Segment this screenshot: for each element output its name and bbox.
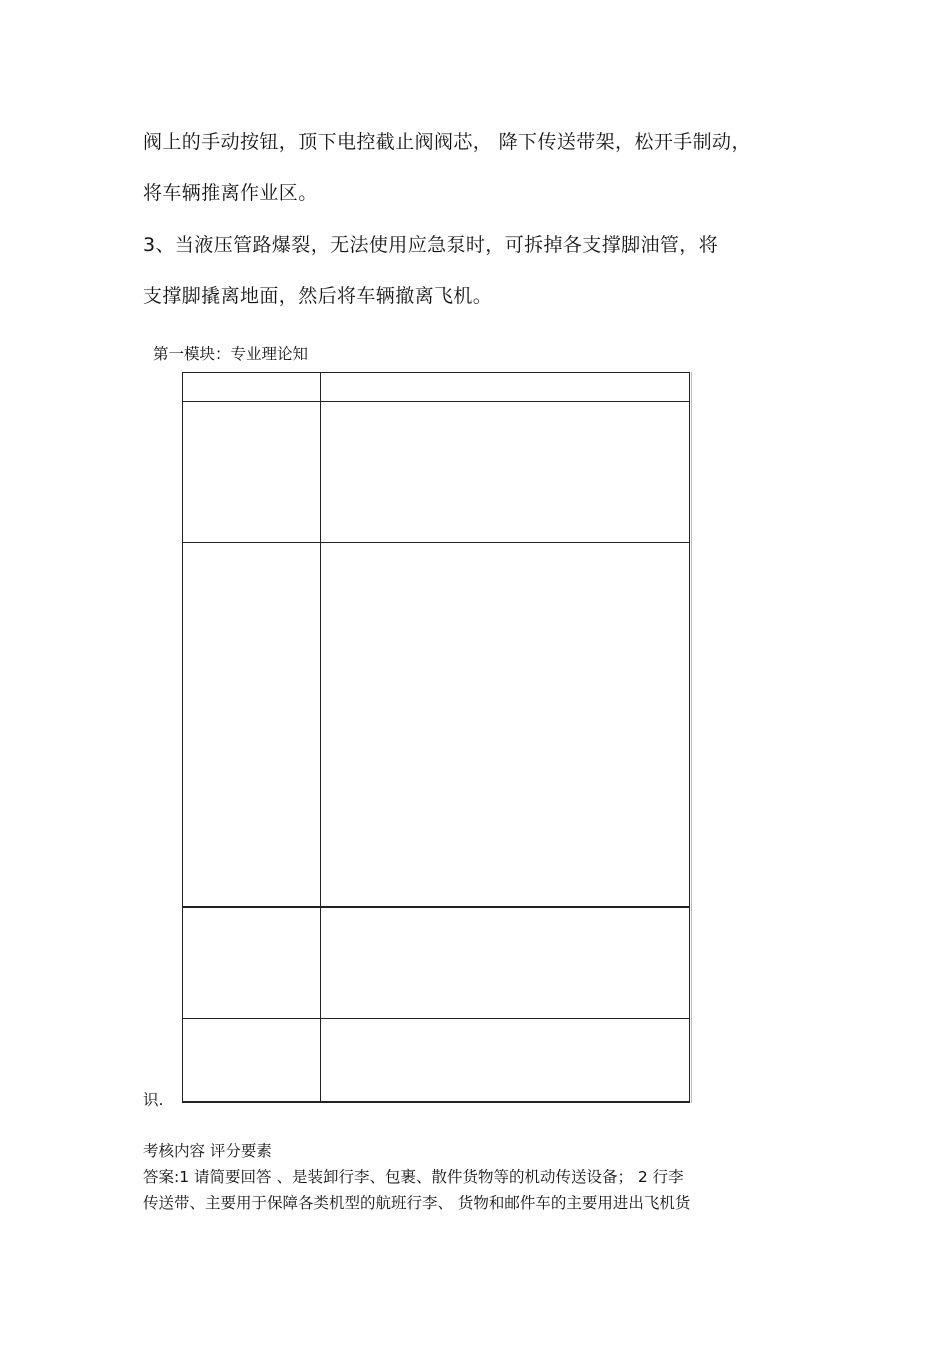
answer-line-1: 答案:1 请简要回答 、是装卸行李、包裹、散件货物等的机动传送设备； 2 行李 bbox=[143, 1168, 684, 1186]
table-right-edge bbox=[691, 372, 692, 1103]
table-row-divider bbox=[183, 542, 689, 543]
footer-header-line: 考核内容 评分要素 bbox=[143, 1142, 272, 1160]
table-row-divider bbox=[183, 401, 689, 402]
paragraph-line-1: 阀上的手动按钮，顶下电控截止阀阀芯， 降下传送带架，松开手制动， bbox=[143, 131, 751, 153]
paragraph-line-2: 将车辆推离作业区。 bbox=[143, 182, 318, 204]
table-row-divider bbox=[183, 1018, 689, 1019]
module-title-suffix: 识. bbox=[143, 1091, 164, 1109]
table-column-divider bbox=[320, 373, 321, 1101]
paragraph-line-3: 3、当液压管路爆裂，无法使用应急泵时，可拆掉各支撑脚油管，将 bbox=[143, 234, 719, 256]
module-title: 第一模块：专业理论知 bbox=[153, 345, 309, 363]
answer-line-2: 传送带、主要用于保障各类机型的航班行李、 货物和邮件车的主要用进出飞机货 bbox=[143, 1194, 691, 1212]
table-row-divider bbox=[183, 906, 689, 908]
paragraph-line-4: 支撑脚撬离地面，然后将车辆撤离飞机。 bbox=[143, 285, 493, 307]
module-table bbox=[182, 372, 690, 1103]
